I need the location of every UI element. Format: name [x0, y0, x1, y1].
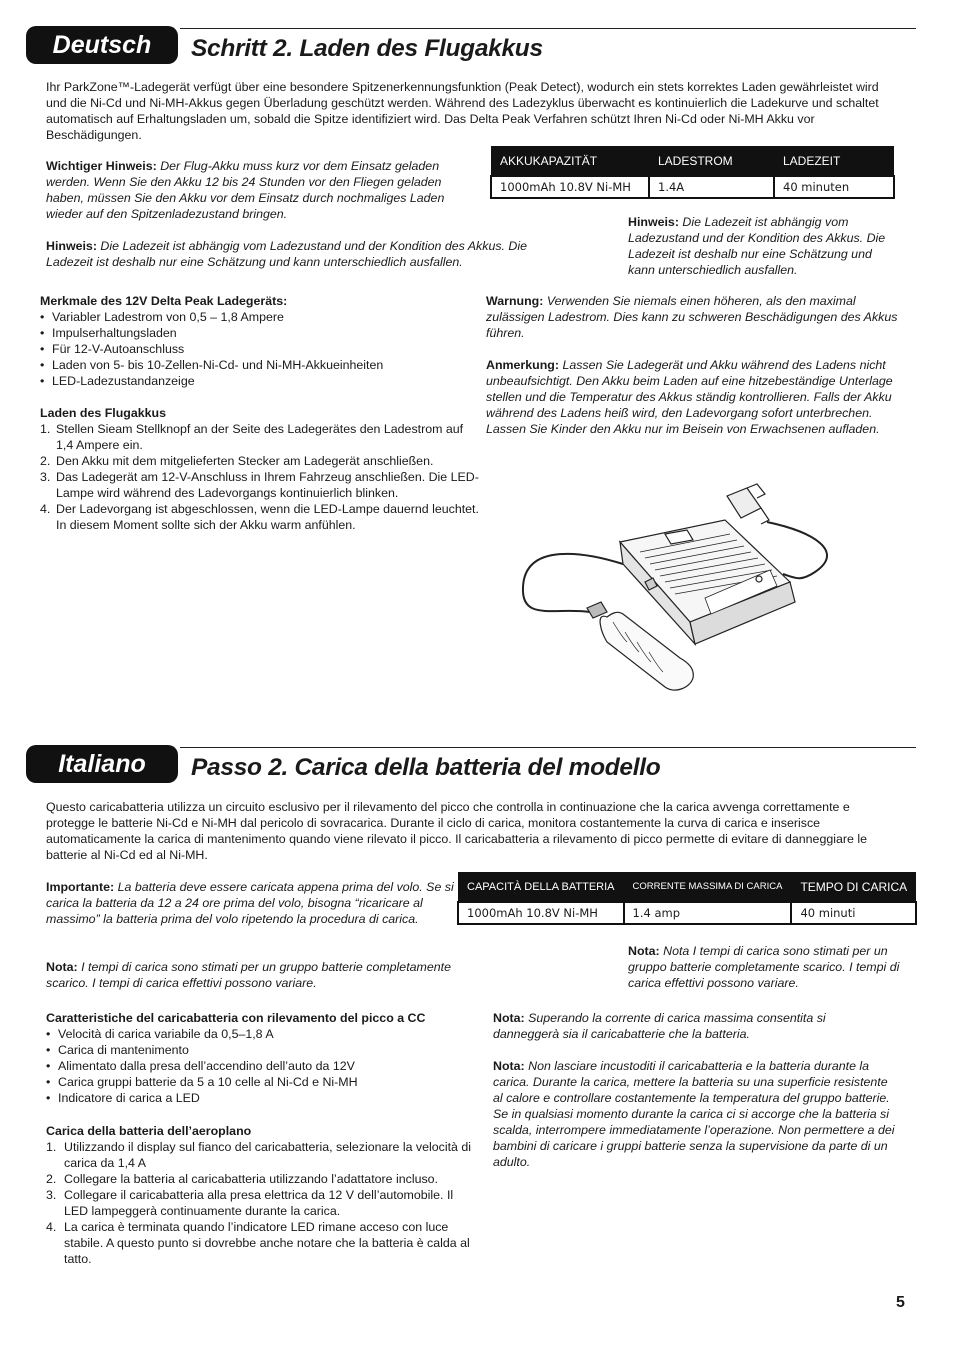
note2-label-it: Nota:	[628, 944, 660, 958]
table-cell: 40 minuten	[774, 176, 894, 198]
features-title-it: Caratteristiche del caricabatteria con rilevamento del picco a CC	[46, 1011, 426, 1025]
important-text-it: La batteria deve essere caricata appena prima del volo. Se si carica la batteria da 12 a 24 ore prima del volo, bisogna “ricaricare al massimo” la batteria prima del volo ripetendo la procedura di carica.	[46, 880, 454, 926]
note2-label-de: Hinweis:	[628, 215, 679, 229]
note1-label-it: Nota:	[46, 960, 78, 974]
table-row	[458, 902, 916, 924]
note2-text-de: Die Ladezeit ist abhängig vom Ladezustand und der Kondition des Akkus. Die Ladezeit ist deshalb nur eine Schätzung und kann unterschiedlich ausfallen.	[628, 215, 886, 277]
list-item: • Alimentato dalla presa dell’accendino dell’auto da 12V	[46, 1058, 476, 1074]
note1-text-de: Die Ladezeit ist abhängig vom Ladezustand und der Kondition des Akkus. Die Ladezeit ist deshalb nur eine Schätzung und kann unterschiedlich ausfallen.	[46, 239, 528, 269]
table-cell: 1.4 amp	[624, 902, 792, 924]
list-item: • Impulserhaltungsladen	[40, 325, 480, 341]
table-header-cell: TEMPO DI CARICA	[791, 872, 916, 902]
spec-table-it	[457, 872, 917, 925]
note1-de	[46, 238, 546, 270]
warning-text-de: Verwenden Sie niemals einen höheren, als den maximal zulässigen Ladestrom. Dies kann zu schweren Beschädigungen des Akkus führen.	[486, 294, 898, 340]
steps-it	[46, 1123, 476, 1267]
important-note-it	[46, 879, 456, 927]
table-header-cell: CAPACITÀ DELLA BATTERIA	[458, 872, 624, 902]
remark-label-de: Anmerkung:	[486, 358, 559, 372]
features-de	[40, 293, 480, 389]
list-item: 1. Utilizzando il display sul fianco del caricabatteria, selezionare la velocità di carica da 1,4 A	[46, 1140, 472, 1170]
remark-it	[493, 1058, 898, 1170]
page-number: 5	[896, 1294, 905, 1311]
warning-label-de: Warnung:	[486, 294, 544, 308]
note1-label-de: Hinweis:	[46, 239, 97, 253]
table-header-row	[491, 146, 894, 176]
note1-text-it: I tempi di carica sono stimati per un gruppo batterie completamente scarico. I tempi di carica effettivi possono variare.	[46, 960, 451, 990]
features-it	[46, 1010, 476, 1106]
section-title-it: Passo 2. Carica della batteria del modello	[191, 754, 661, 781]
important-label-it: Importante:	[46, 880, 115, 894]
note1-it	[46, 959, 456, 991]
list-item: • Indicatore di carica a LED	[46, 1090, 476, 1106]
section-title-de: Schritt 2. Laden des Flugakkus	[191, 35, 543, 62]
table-row	[491, 176, 894, 198]
remark-de	[486, 357, 906, 437]
section-rule-it	[180, 747, 916, 748]
features-list-it	[46, 1026, 476, 1106]
warning-label-it: Nota:	[493, 1011, 525, 1025]
section-rule-de	[180, 28, 916, 29]
intro-de: Ihr ParkZone™-Ladegerät verfügt über eine besondere Spitzenerkennungsfunktion (Peak Detect), wodurch ein stets korrektes Laden gewährleistet wird und die Ni-Cd und Ni-MH-Akkus gegen Überladung geschützt werden. Während des Ladezyklus überwacht es kontinuierlich die Ladekurve und schaltet automatisch auf Erhaltungsladen um, sobald die Spitze identifiziert wird. Das Delta Peak Verfahren schützt Ihren Ni-Cd oder Ni-MH Akku vor Beschädigungen.	[46, 80, 879, 142]
note2-text-it: Nota I tempi di carica sono stimati per un gruppo batterie completamente scarico. I tempi di carica effettivi possono variare.	[628, 944, 900, 990]
important-text-de: Der Flug-Akku muss kurz vor dem Einsatz geladen werden. Wenn Sie den Akku 12 bis 24 Stunden vor den Fliegen geladen haben, müssen Sie den Akku vor dem Einsatz durch nochmaliges Laden wieder auf den Spitzenladezustand bringen.	[46, 159, 445, 221]
lang-badge-it: Italiano	[26, 745, 178, 783]
list-item: 3. Collegare il caricabatteria alla presa elettrica da 12 V dell’automobile. Il LED lampeggerà continuamente durante la carica.	[46, 1188, 454, 1218]
list-item: • Carica gruppi batterie da 5 a 10 celle al Ni-Cd e Ni-MH	[46, 1074, 476, 1090]
warning-de	[486, 293, 902, 341]
table-header-row	[458, 872, 916, 902]
spec-table-de	[490, 146, 895, 199]
table-header-cell: LADEZEIT	[774, 146, 894, 176]
list-item: • Velocità di carica variabile da 0,5–1,8 A	[46, 1026, 476, 1042]
remark-label-it: Nota:	[493, 1059, 525, 1073]
table-header-cell: AKKUKAPAZITÄT	[491, 146, 649, 176]
list-item: 4. La carica è terminata quando l’indicatore LED rimane acceso con luce stabile. A questo punto si dovrebbe anche notare che la batteria è calda al tatto.	[46, 1220, 470, 1266]
lang-badge-de: Deutsch	[26, 26, 178, 64]
features-title-de: Merkmale des 12V Delta Peak Ladegeräts:	[40, 294, 288, 308]
steps-title-it: Carica della batteria dell’aeroplano	[46, 1124, 252, 1138]
warning-it	[493, 1010, 883, 1042]
list-item: • Variabler Ladestrom von 0,5 – 1,8 Ampere	[40, 309, 480, 325]
list-item: 2. Den Akku mit dem mitgelieferten Stecker am Ladegerät anschließen.	[40, 454, 434, 468]
intro-it: Questo caricabatteria utilizza un circuito esclusivo per il rilevamento del picco che controlla in continuazione che la carica avvenga correttamente e protegge le batterie Ni-Cd e Ni-MH dal pericolo di sovracarica. Durante il ciclo di carica, monitora costantemente la curva di carica e inserisce automaticamente la carica di mantenimento quando viene rilevato il picco. Il caricabatteria a rilevamento di picco permette di evitare di danneggiare le batterie al Ni-Cd ed al Ni-MH.	[46, 800, 867, 862]
features-list-de	[40, 309, 480, 389]
steps-list-it	[46, 1139, 476, 1267]
list-item: • LED-Ladezustandanzeige	[40, 373, 480, 389]
table-header-cell: LADESTROM	[649, 146, 774, 176]
table-cell: 1.4A	[649, 176, 774, 198]
steps-title-de: Laden des Flugakkus	[40, 406, 167, 420]
charger-illustration	[515, 482, 835, 697]
table-cell: 1000mAh 10.8V Ni-MH	[491, 176, 649, 198]
remark-text-it: Non lasciare incustoditi il caricabatteria e la batteria durante la carica. Durante la carica, mettere la batteria su una superficie resistente al calore e controllare costantemente la temperatura del gruppo batterie. Se in qualsiasi momento durante la carica ci si accorge che la batteria si scalda, interrompere immediatamente l’operazione. Non permettere a dei bambini di caricare i gruppi batterie senza la supervisione da parte di un adulto.	[493, 1059, 895, 1169]
table-header-cell: CORRENTE MASSIMA DI CARICA	[624, 872, 792, 902]
warning-text-it: Superando la corrente di carica massima consentita si danneggerà sia il caricabatterie che la batteria.	[493, 1011, 826, 1041]
list-item: • Carica di mantenimento	[46, 1042, 476, 1058]
table-cell: 1000mAh 10.8V Ni-MH	[458, 902, 624, 924]
list-item: • Für 12-V-Autoanschluss	[40, 341, 480, 357]
list-item: 3. Das Ladegerät am 12-V-Anschluss in Ihrem Fahrzeug anschließen. Die LED-Lampe wird während des Ladevorgangs kontinuierlich blinken.	[40, 470, 479, 500]
list-item: 1. Stellen Sieam Stellknopf an der Seite des Ladegerätes den Ladestrom auf 1,4 Ampere ein.	[40, 422, 464, 452]
list-item: 2. Collegare la batteria al caricabatteria utilizzando l’adattatore incluso.	[46, 1172, 438, 1186]
list-item: • Laden von 5- bis 10-Zellen-Ni-Cd- und Ni-MH-Akkueinheiten	[40, 357, 480, 373]
list-item: 4. Der Ladevorgang ist abgeschlossen, wenn die LED-Lampe dauernd leuchtet. In diesem Moment sollte sich der Akku warm anfühlen.	[40, 502, 479, 532]
steps-de	[40, 405, 480, 533]
note2-de	[628, 214, 898, 278]
important-note-de	[46, 158, 466, 222]
remark-text-de: Lassen Sie Ladegerät und Akku während des Ladens nicht unbeaufsichtigt. Den Akku beim Laden auf eine hitzebeständige Unterlage stellen und die Temperatur des Akkus ständig kontrollieren. Falls der Akku während des Ladens heiß wird, den Ladevorgang sofort unterbrechen. Lassen Sie Kinder den Akku nur im Beisein von Erwachsenen aufladen.	[486, 358, 893, 436]
important-label-de: Wichtiger Hinweis:	[46, 159, 157, 173]
steps-list-de	[40, 421, 480, 533]
note2-it	[628, 943, 903, 991]
table-cell: 40 minuti	[791, 902, 916, 924]
